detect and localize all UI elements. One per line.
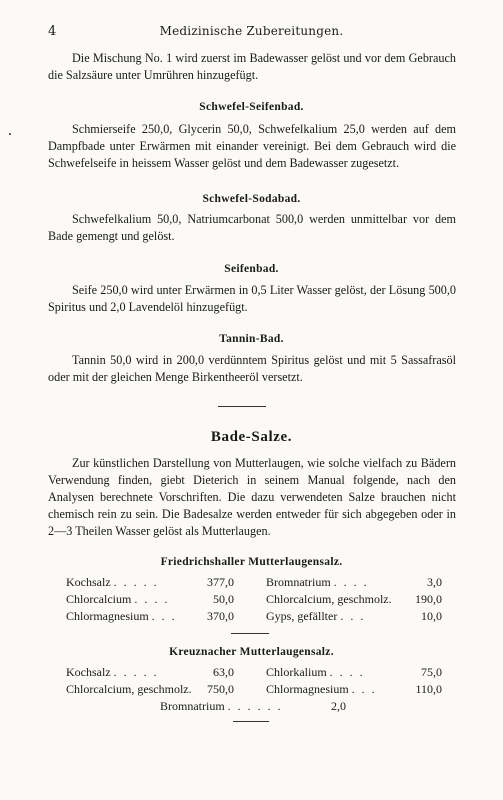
running-title: Medizinische Zubereitungen. bbox=[159, 24, 344, 38]
margin-mark bbox=[9, 133, 11, 135]
text-seifenbad: Seife 250,0 wird unter Erwärmen in 0,5 Liter Wasser gelöst, der Lösung 500,0 Spiritus und 2,0 Lavendelöl hinzugefügt. bbox=[48, 283, 456, 314]
ingredient-amount: 190,0 bbox=[415, 592, 442, 606]
ingredient-amount: 50,0 bbox=[213, 592, 234, 606]
heading-schwefel-sodabad: Schwefel-Sodabad. bbox=[202, 193, 301, 205]
ingredient-name: Chlormagnesium bbox=[66, 609, 149, 623]
ingredient-amount: 2,0 bbox=[331, 699, 346, 713]
leader-dots: . . . . . bbox=[113, 665, 159, 679]
table-row bbox=[66, 609, 442, 626]
paragraph-tannin-bad bbox=[48, 352, 456, 386]
heading-schwefel-seifenbad: Schwefel-Seifenbad. bbox=[199, 101, 304, 113]
ingredient-name: Gyps, gefällter bbox=[266, 609, 338, 623]
ingredient-name: Kochsalz bbox=[66, 575, 111, 589]
text-schwefel-sodabad: Schwefelkalium 50,0, Natriumcarbonat 500,0 werden unmittelbar vor dem Bade gemengt und gelöst. bbox=[48, 212, 456, 243]
intro-text: Die Mischung No. 1 wird zuerst im Badewasser gelöst und vor dem Gebrauch die Salzsäure unter Umrühren hinzugefügt. bbox=[48, 51, 456, 82]
text-bade-salze: Zur künstlichen Darstellung von Mutterlaugen, wie solche vielfach zu Bädern Verwendung finden, giebt Dieterich in seinem Manual folgende, nach den Analysen berechnete Vorschriften. Die dazu verwendeten Salze brauchen nicht chemisch rein zu sein. Die Badesalze werden entweder für sich abgegeben oder in 2—3 Theilen Wasser gelöst als Mutterlaugen. bbox=[48, 456, 456, 538]
intro-paragraph bbox=[48, 50, 456, 84]
leader-dots: . . . . bbox=[333, 575, 369, 589]
ingredient-amount: 750,0 bbox=[207, 682, 234, 696]
table-row bbox=[66, 592, 442, 609]
leader-dots: . . . bbox=[151, 609, 177, 623]
ingredient-name: Chlorcalcium, geschmolz. bbox=[66, 682, 192, 696]
table-row bbox=[66, 665, 442, 682]
end-divider bbox=[233, 721, 269, 722]
heading-seifenbad: Seifenbad. bbox=[224, 263, 279, 275]
leader-dots: . . . bbox=[340, 609, 366, 623]
leader-dots: . . . . bbox=[134, 592, 170, 606]
ingredient-name: Chlorkalium bbox=[266, 665, 327, 679]
ingredient-name: Chlorcalcium bbox=[66, 592, 132, 606]
paragraph-schwefel-seifenbad bbox=[48, 121, 456, 172]
ingredient-amount: 10,0 bbox=[421, 609, 442, 623]
ingredient-name: Kochsalz bbox=[66, 665, 111, 679]
paragraph-bade-salze bbox=[48, 455, 456, 540]
leader-dots: . . . . . bbox=[113, 575, 159, 589]
heading-kreuznacher: Kreuznacher Mutterlaugensalz. bbox=[169, 646, 334, 658]
page-number: 4 bbox=[48, 24, 57, 39]
ingredient-name: Chlorcalcium, geschmolz. bbox=[266, 592, 392, 606]
ingredient-amount: 110,0 bbox=[415, 682, 442, 696]
table-divider bbox=[231, 633, 269, 634]
heading-bade-salze: Bade-Salze. bbox=[210, 429, 293, 445]
text-schwefel-seifenbad: Schmierseife 250,0, Glycerin 50,0, Schwefelkalium 25,0 werden auf dem Dampfbade unter Erwärmen mit einander vereinigt. Bei dem Gebrauch wird die Schwefelseife in heissem Wasser gelöst und dem Badewasser zugesetzt. bbox=[48, 122, 456, 170]
heading-friedrichshaller: Friedrichshaller Mutterlaugensalz. bbox=[160, 556, 343, 568]
leader-dots: . . . . . . bbox=[227, 699, 283, 713]
table-row bbox=[66, 699, 442, 716]
ingredient-amount: 63,0 bbox=[213, 665, 234, 679]
paragraph-seifenbad bbox=[48, 282, 456, 316]
ingredient-name: Chlormagnesium bbox=[266, 682, 349, 696]
ingredient-amount: 377,0 bbox=[207, 575, 234, 589]
paragraph-schwefel-sodabad bbox=[48, 211, 456, 245]
ingredient-amount: 370,0 bbox=[207, 609, 234, 623]
table-kreuznacher bbox=[66, 665, 442, 716]
ingredient-name: Bromnatrium bbox=[160, 699, 225, 713]
text-tannin-bad: Tannin 50,0 wird in 200,0 verdünntem Spiritus gelöst und mit 5 Sassafrasöl oder mit der gleichen Menge Birkentheeröl versetzt. bbox=[48, 353, 456, 384]
ingredient-name: Bromnatrium bbox=[266, 575, 331, 589]
ingredient-amount: 75,0 bbox=[421, 665, 442, 679]
leader-dots: . . . bbox=[351, 682, 377, 696]
section-divider bbox=[218, 406, 266, 407]
table-friedrichshaller bbox=[66, 575, 442, 626]
table-row bbox=[66, 682, 442, 699]
heading-tannin-bad: Tannin-Bad. bbox=[219, 333, 284, 345]
table-row bbox=[66, 575, 442, 592]
leader-dots: . . . . bbox=[329, 665, 365, 679]
ingredient-amount: 3,0 bbox=[427, 575, 442, 589]
